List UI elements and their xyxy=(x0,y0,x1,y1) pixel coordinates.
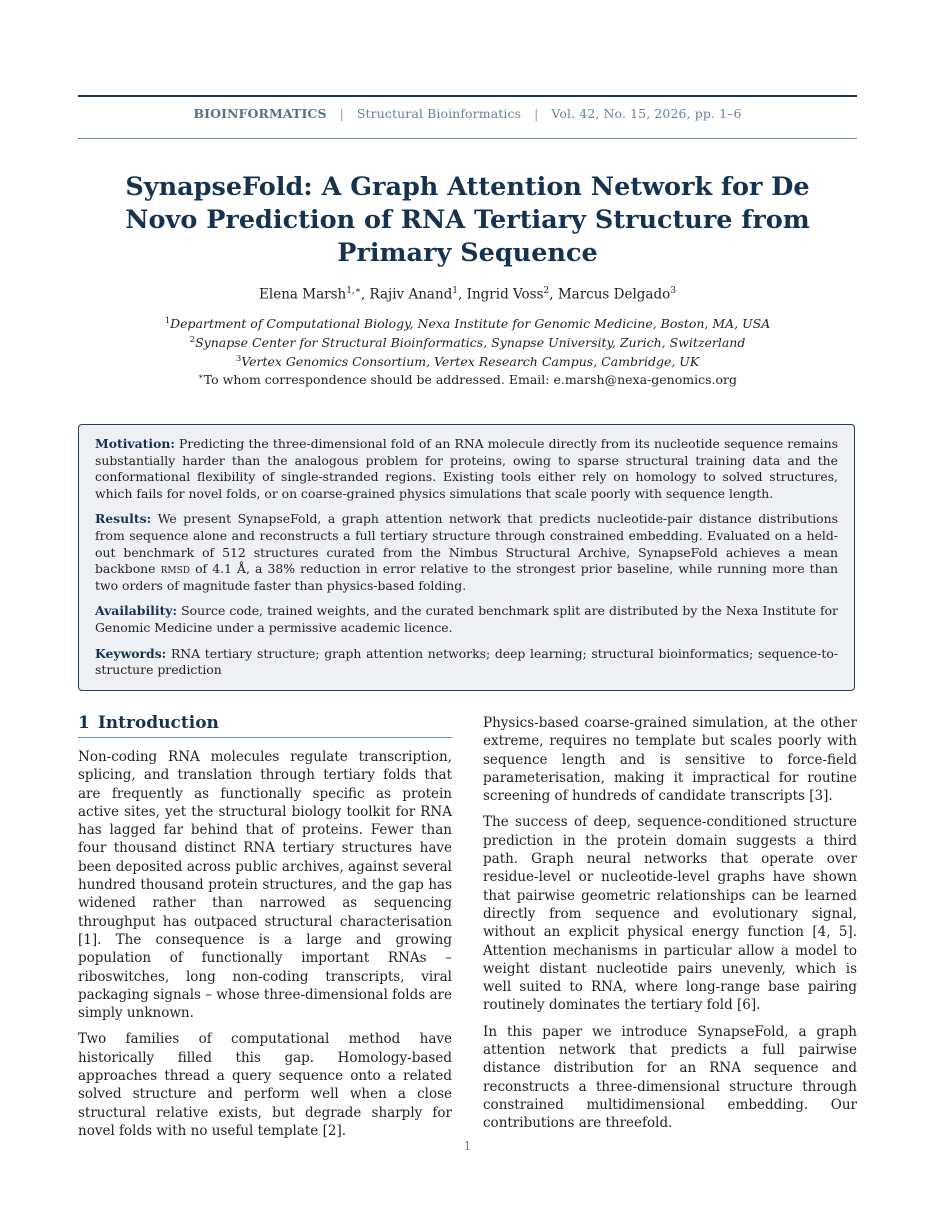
abstract-box xyxy=(78,424,855,691)
author-affiliation-mark: 1,∗ xyxy=(346,286,361,296)
author-list: Elena Marsh$^{1,∗}$, Rajiv Anand$^1$, Ingrid Voss$^2$, Marcus Delgado$^3$ xyxy=(259,286,676,303)
page-number: 1 xyxy=(463,1139,472,1153)
running-header xyxy=(78,106,857,121)
affiliation-number: 2 xyxy=(189,335,196,346)
body-paragraph: Physics-based coarse-grained simulation, at the other extreme, requires no template but scales poorly with sequence length and is sensitive to force-field parameterisation, making it impractical for routine screening of hundreds of candidate transcripts [3]. xyxy=(483,715,857,805)
body-paragraph: In this paper we introduce SynapseFold, a graph attention network that predicts a full pairwise distance distribution for an RNA sequence and reconstructs a three-dimensional structure through constrained multidimensional embedding. Our contributions are threefold. xyxy=(483,1023,857,1132)
body-paragraph: Non-coding RNA molecules regulate transcription, splicing, and translation through tertiary folds that are frequently as functionally specific as protein active sites, yet the structural biology toolkit for RNA has lagged far behind that of proteins. Fewer than four thousand distinct RNA tertiary structures have been deposited across public archives, against several hundred thousand protein structures, and the gap has widened rather than narrowed as sequencing throughput has outpaced structural characterisation [1]. The consequence is a large and growing population of functionally important RNAs – riboswitches, long non-coding transcripts, viral packaging signals – whose three-dimensional folds are simply unknown. xyxy=(78,749,452,1022)
section-number: 1 xyxy=(78,713,90,733)
author-name: Elena Marsh xyxy=(259,286,347,303)
abstract-text: Source code, trained weights, and the curated benchmark split are distributed by the Nexa Institute for Genomic Medicine under a permissive academic licence. xyxy=(95,603,838,635)
section-heading-introduction xyxy=(78,712,452,738)
affiliation-text: Vertex Genomics Consortium, Vertex Research Campus, Cambridge, UK xyxy=(241,354,700,370)
affiliation-text: Synapse Center for Structural Bioinformatics, Synapse University, Zurich, Switzerland xyxy=(195,335,746,351)
header-separator: | xyxy=(339,106,344,121)
body-paragraph: The success of deep, sequence-conditioned structure prediction in the protein domain suggests a third path. Graph neural networks that operate over residue-level or nucleotide-level graphs have shown that pairwise geometric relationships can be learned directly from sequence and evolutionary signal, without an explicit physical energy function [4, 5]. Attention mechanisms in particular allow a model to weight distant nucleotide pairs unevenly, which is well suited to RNA, where long-range base pairing routinely dominates the tertiary fold [6]. xyxy=(483,814,857,1014)
author-affiliation-mark: 3 xyxy=(670,286,676,296)
paper-title: SynapseFold: A Graph Attention Network for De Novo Prediction of RNA Tertiary Structure from Primary Sequence xyxy=(125,172,810,268)
affiliation-text: Department of Computational Biology, Nexa Institute for Genomic Medicine, Boston, MA, USA xyxy=(170,316,771,332)
header-separator: | xyxy=(534,106,539,121)
abstract-text: RNA tertiary structure; graph attention networks; deep learning; structural bioinformatics; sequence-to-structure prediction xyxy=(95,645,838,678)
left-column xyxy=(78,712,452,1148)
affiliation-list xyxy=(78,313,857,370)
author-name: Marcus Delgado xyxy=(557,286,671,303)
abstract-motivation xyxy=(95,436,838,502)
abstract-results xyxy=(95,511,838,594)
section-title: Introduction xyxy=(97,713,219,733)
abstract-text: Predicting the three-dimensional fold of an RNA molecule directly from its nucleotide sequence remains substantially harder than the analogous problem for proteins, owing to sparse structural training data and the conformational flexibility of single-stranded regions. Existing tools either rely on homology to solved structures, which fails for novel folds, or on coarse-grained physics simulations that scale poorly with sequence length. xyxy=(95,436,838,501)
body-paragraph: Two families of computational method have historically filled this gap. Homology-based approaches thread a query sequence onto a related solved structure and perform well when a close structural relative exists, but degrade sharply for novel folds with no useful template [2]. xyxy=(78,1031,452,1139)
abstract-label: Availability: xyxy=(95,603,178,619)
abstract-keywords xyxy=(95,646,838,679)
affiliation xyxy=(78,351,857,370)
affiliation-number: 3 xyxy=(235,354,242,365)
abstract-label: Keywords: xyxy=(95,645,167,661)
affiliation-number: 1 xyxy=(164,316,171,326)
correspondence-mark: ∗ xyxy=(198,372,204,382)
header-rule-bottom xyxy=(78,138,857,139)
author-affiliation-mark: 1 xyxy=(452,286,459,296)
author-name: Ingrid Voss xyxy=(466,286,544,303)
journal-section: Structural Bioinformatics xyxy=(356,106,522,121)
affiliation xyxy=(78,332,857,351)
abstract-availability xyxy=(95,603,838,636)
affiliation xyxy=(78,313,857,332)
journal-name: BIOINFORMATICS xyxy=(193,106,327,121)
abstract-label: Motivation: xyxy=(95,436,175,451)
rmsd-term: rmsd xyxy=(160,561,190,577)
author-affiliation-mark: 2 xyxy=(543,286,550,296)
header-rule-top xyxy=(78,95,857,97)
abstract-label: Results: xyxy=(95,511,152,527)
abstract-text: We present SynapseFold, a graph attention network that predicts nucleotide-pair distance distributions from sequence alone and reconstructs a full tertiary structure through constrained embedding. Evaluated on a held-out benchmark of 512 structures curated from the Nimbus Structural Archive, SynapseFold achieves a mean backbone xyxy=(95,511,838,577)
journal-issue: Vol. 42, No. 15, 2026, pp. 1–6 xyxy=(551,106,742,121)
abstract-text: of 4.1 Å, a 38% reduction in error relative to the strongest prior baseline, while running more than two orders of magnitude faster than physics-based folding. xyxy=(95,561,838,593)
right-column xyxy=(483,714,857,1141)
correspondence-text: To whom correspondence should be addressed. Email: e.marsh@nexa-genomics.org xyxy=(203,372,737,388)
correspondence-note xyxy=(78,372,857,387)
author-name: Rajiv Anand xyxy=(369,286,453,303)
